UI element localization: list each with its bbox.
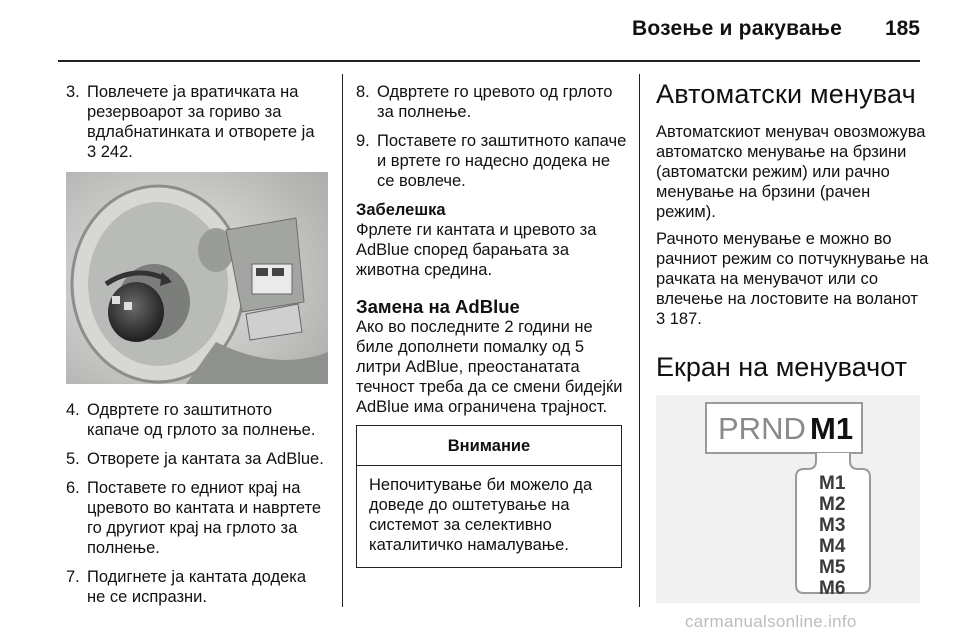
- step-number: 8.: [356, 83, 370, 101]
- step-8: [356, 82, 628, 122]
- page-reference[interactable]: 3 242.: [87, 143, 133, 161]
- manual-mode-paragraph: Рачното менување е можно во рачниот режим со потчукнување на рачката на менувачот или со влечење на лостовите на воланот: [656, 230, 929, 308]
- step-number: 4.: [66, 401, 80, 419]
- step-number: 3.: [66, 83, 80, 101]
- gear-option: M3: [819, 515, 846, 536]
- step-text: Поставете го заштитното капаче и вртете го надесно додека не се вовлече.: [377, 132, 627, 190]
- warning-box: [356, 425, 622, 568]
- watermark: carmanualsonline.info: [685, 612, 857, 631]
- gear-option: M2: [819, 494, 846, 515]
- page-reference[interactable]: 3 187.: [656, 310, 702, 328]
- note-title: Забелешка: [356, 201, 446, 219]
- column-1: [66, 82, 328, 616]
- page-header: [0, 0, 960, 50]
- step-text: Повлечете ја вратичката на резервоарот за гориво за вдлабнатинката и отворете ја: [87, 83, 315, 141]
- gear-option: M4: [819, 536, 846, 557]
- gear-option: M1: [819, 473, 846, 494]
- intro-paragraph: Автоматскиот менувач овозможува автоматско менување на брзини (автоматски режим) или рачно менување на брзини (рачен режим).: [656, 123, 926, 221]
- gear-display-figure: [656, 395, 920, 603]
- step-9: [356, 131, 628, 191]
- page-number: 185: [884, 17, 920, 40]
- step-number: 7.: [66, 568, 80, 586]
- step-3: [66, 82, 328, 162]
- chapter-heading: Автоматски менувач: [656, 79, 916, 109]
- column-divider: [342, 74, 343, 607]
- step-text: Одвртете го цревото од грлото за полнење.: [377, 83, 613, 121]
- column-divider: [639, 74, 640, 607]
- fuel-filler-illustration: [66, 172, 328, 384]
- gear-option: M6: [819, 578, 846, 599]
- step-number: 5.: [66, 450, 80, 468]
- step-4: [66, 400, 328, 440]
- gear-display-illustration: [656, 395, 920, 603]
- note-text: Фрлете ги кантата и цревото за AdBlue според барањата за животна средина.: [356, 221, 597, 279]
- column-3: [656, 79, 932, 603]
- column-2: [356, 82, 628, 568]
- section-text: Ако во последните 2 години не биле дополнети помалку од 5 литри AdBlue, преостанатата течност треба да се смени бидејќи AdBlue има ограничена трајност.: [356, 318, 623, 416]
- header-rule: [58, 60, 920, 62]
- warning-text: Непочитување би можело да доведе до оштетување на системот за селективно каталитичко намалување.: [369, 476, 593, 554]
- step-text: Поставете го едниот крај на цревото во кантата и навртете го другиот крај на грлото за полнење.: [87, 479, 322, 557]
- warning-title: Внимание: [357, 426, 621, 466]
- step-5: [66, 449, 328, 469]
- fuel-filler-photo: [66, 172, 328, 384]
- section-heading: Замена на AdBlue: [356, 296, 520, 317]
- step-6: [66, 478, 328, 558]
- subsection-heading: Екран на менувачот: [656, 352, 908, 382]
- display-active-gear: M1: [810, 411, 854, 446]
- step-text: Подигнете ја кантата додека не се испразни.: [87, 568, 307, 606]
- header-title: Возење и ракување: [632, 17, 842, 40]
- gear-option: M5: [819, 557, 846, 578]
- display-prefix: PRND: [718, 411, 806, 446]
- step-number: 9.: [356, 132, 370, 150]
- step-text: Одвртете го заштитното капаче од грлото за полнење.: [87, 401, 316, 439]
- step-number: 6.: [66, 479, 80, 497]
- step-7: [66, 567, 328, 607]
- step-text: Отворете ја кантата за AdBlue.: [87, 450, 324, 468]
